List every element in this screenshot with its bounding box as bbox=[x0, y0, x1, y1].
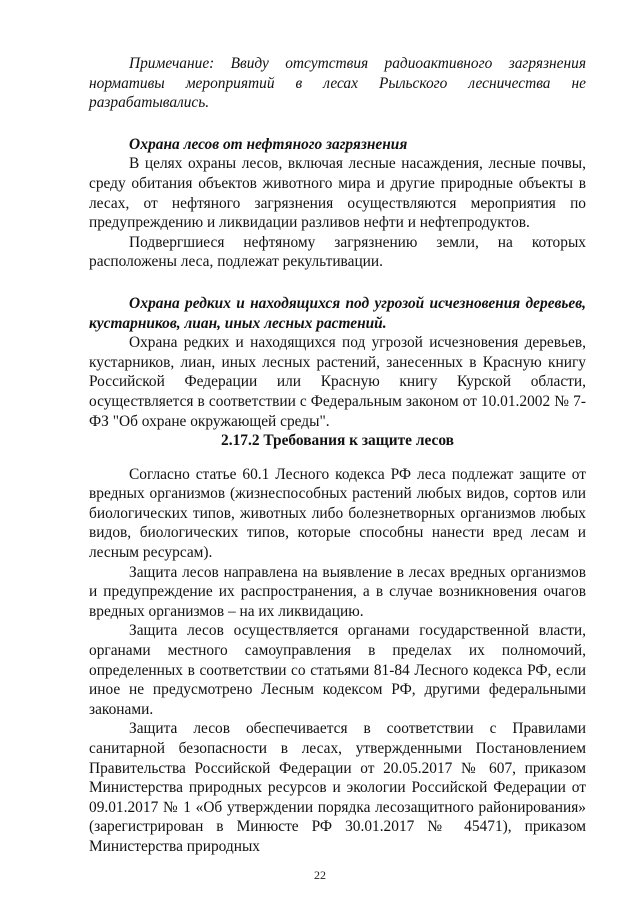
spacer bbox=[89, 451, 586, 465]
spacer bbox=[89, 272, 586, 294]
forest-protection-paragraph-1: Согласно статье 60.1 Лесного кодекса РФ леса подлежат защите от вредных организмов (жизнеспособных растений любых видов, сортов или биологических типов, животных либо болезнетворных организмов любых видов, биологических типов, которые способны нанести вред лесам и лесным ресурсам). bbox=[89, 465, 586, 562]
note-paragraph: Примечание: Ввиду отсутствия радиоактивного загрязнения нормативы мероприятий в лесах Рыльского лесничества не разрабатывались. bbox=[89, 55, 586, 112]
forest-protection-requirements-heading: 2.17.2 Требования к защите лесов bbox=[221, 432, 454, 450]
rare-plants-section-paragraph-1: Охрана редких и находящихся под угрозой исчезновения деревьев, кустарников, лиан, иных лесных растений, занесенных в Красную книгу Российской Федерации или Красную книгу Курской области, осуществляется в соответствии с Федеральным законом от 10.01.2002 № 7-ФЗ "Об охране окружающей среды". bbox=[89, 334, 586, 430]
document-page bbox=[89, 54, 586, 857]
oil-section-paragraph-2: Подвергшиеся нефтяному загрязнению земли, на которых расположены леса, подлежат рекультивации. bbox=[89, 233, 586, 271]
oil-section-paragraph-1: В целях охраны лесов, включая лесные насаждения, лесные почвы, среду обитания объектов животного мира и другие природные объекты в лесах, от нефтяного загрязнения осуществляются мероприятия по предупреждению и ликвидации разливов нефти и нефтепродуктов. bbox=[89, 155, 586, 232]
page-number: 22 bbox=[314, 868, 326, 882]
spacer bbox=[89, 113, 586, 135]
forest-protection-paragraph-3: Защита лесов осуществляется органами государственной власти, органами местного самоуправления в пределах их полномочий, определенных в соответствии со статьями 81-84 Лесного кодекса РФ, если иное не предусмотрено Лесным кодексом РФ, другими федеральными законами. bbox=[89, 622, 586, 718]
oil-section-heading: Охрана лесов от нефтяного загрязнения bbox=[129, 135, 408, 153]
rare-plants-section-heading: Охрана редких и находящихся под угрозой исчезновения деревьев, кустарников, лиан, иных лесных растений. bbox=[89, 294, 586, 332]
forest-protection-paragraph-2: Защита лесов направлена на выявление в лесах вредных организмов и предупреждение их распространения, а в случае возникновения очагов вредных организмов – на их ликвидацию. bbox=[89, 563, 586, 620]
forest-protection-paragraph-4: Защита лесов обеспечивается в соответствии с Правилами санитарной безопасности в лесах, утвержденными Постановлением Правительства Российской Федерации от 20.05.2017 № 607, приказом Министерства природных ресурсов и экологии Российской Федерации от 09.01.2017 № 1 «Об утверждении порядка лесозащитного районирования» (зарегистрирован в Минюсте РФ 30.01.2017 № 45471), приказом Министерства природных bbox=[89, 720, 586, 855]
